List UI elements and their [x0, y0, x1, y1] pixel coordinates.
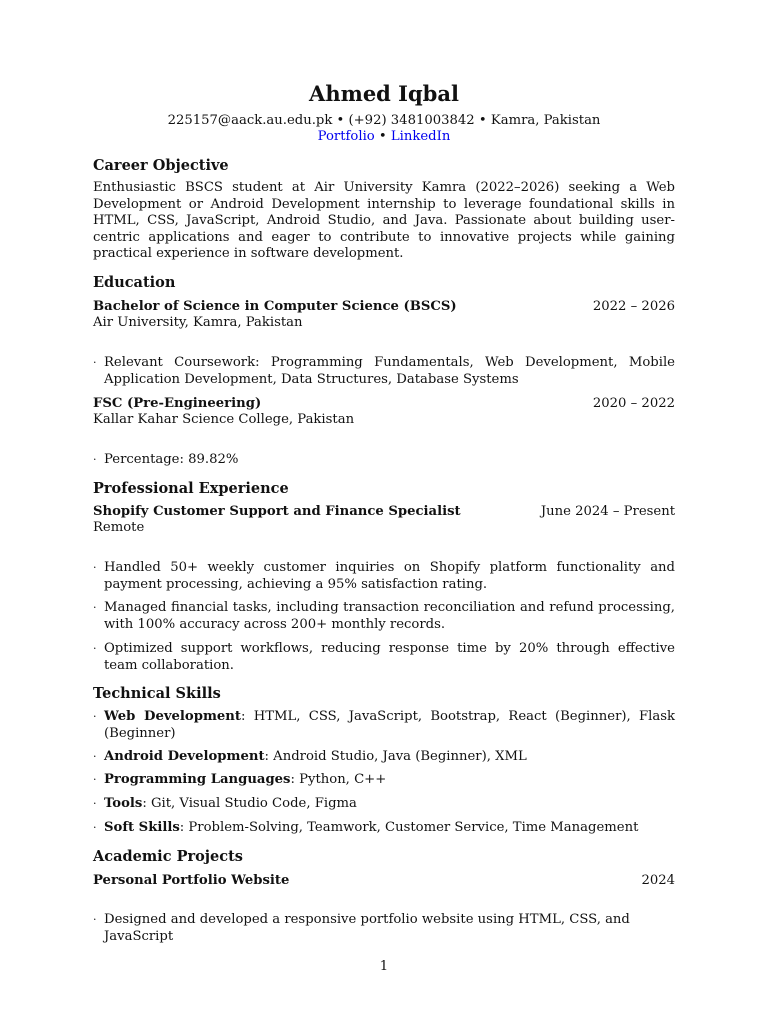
degree-dates: 2022 – 2026: [592, 299, 675, 314]
section-title-skills: Technical Skills: [93, 685, 221, 702]
skill-text: [104, 796, 675, 813]
list-item: [93, 560, 675, 593]
project-entry-header: [93, 872, 675, 889]
objective-text: Enthusiastic BSCS student at Air University Kamra (2022–2026) seeking a Web Development or Android Development internship to leverage foundational skills in HTML, CSS, JavaScript, Android Studio, and Java. Passionate about building user-centric applications and eager to contribute to innovative projects while gaining practical experience in software development.: [93, 180, 675, 262]
skill-text: [104, 820, 675, 837]
list-item: [93, 820, 675, 837]
project-title: Personal Portfolio Website: [93, 873, 290, 888]
skill-label: Tools: [104, 796, 143, 811]
skill-label: Programming Languages: [104, 772, 291, 787]
bullet-marker: ·: [93, 750, 97, 763]
skill-label: Android Development: [104, 749, 265, 764]
bullet-marker: ·: [93, 797, 97, 810]
skill-value: : Python, C++: [290, 772, 387, 787]
section-title-projects: Academic Projects: [93, 848, 243, 865]
list-item: [93, 641, 675, 674]
coursework-text: Relevant Coursework: Programming Fundamentals, Web Development, Mobile Application Development, Data Structures, Database Systems: [104, 355, 675, 387]
degree-dates: 2020 – 2022: [592, 396, 675, 411]
portfolio-link[interactable]: Portfolio: [317, 129, 375, 144]
skill-label: Web Development: [104, 709, 241, 724]
skill-value: : HTML, CSS, JavaScript, Bootstrap, React (Beginner), Flask (Beginner): [104, 709, 675, 741]
separator: •: [332, 113, 349, 128]
contact-line: [0, 112, 768, 129]
skill-text: [104, 772, 675, 789]
bullet-marker: ·: [93, 356, 97, 369]
education-entry-header: [93, 395, 675, 412]
role-location: Remote: [93, 520, 145, 535]
school-name: Kallar Kahar Science College, Pakistan: [93, 412, 355, 427]
separator: •: [474, 113, 491, 128]
list-item: [93, 912, 685, 945]
separator: •: [374, 129, 391, 144]
role-title: Shopify Customer Support and Finance Specialist: [93, 504, 461, 519]
skill-value: : Git, Visual Studio Code, Figma: [142, 796, 357, 811]
list-item: [93, 796, 675, 813]
role-dates: June 2024 – Present: [540, 504, 675, 519]
percentage-text: Percentage: 89.82%: [104, 452, 239, 467]
skill-text: [104, 709, 675, 742]
bullet-marker: ·: [93, 453, 97, 466]
section-title-experience: Professional Experience: [93, 480, 289, 497]
bullet-marker: ·: [93, 773, 97, 786]
list-item: [93, 772, 675, 789]
experience-bullet-text: Managed financial tasks, including transaction reconciliation and refund processing, with 100% accuracy across 200+ monthly records.: [104, 600, 675, 632]
experience-bullet-text: Optimized support workflows, reducing response time by 20% through effective team collaboration.: [104, 641, 675, 673]
section-title-objective: Career Objective: [93, 157, 229, 174]
linkedin-link[interactable]: LinkedIn: [390, 129, 451, 144]
experience-bullet-text: Handled 50+ weekly customer inquiries on Shopify platform functionality and payment processing, achieving a 95% satisfaction rating.: [104, 560, 675, 592]
resume-name: Ahmed Iqbal: [309, 81, 459, 106]
degree-title: FSC (Pre-Engineering): [93, 396, 262, 411]
degree-title: Bachelor of Science in Computer Science (BSCS): [93, 299, 457, 314]
bullet-marker: ·: [93, 710, 97, 723]
project-year: 2024: [641, 873, 675, 888]
section-title-education: Education: [93, 274, 176, 291]
bullet-marker: ·: [93, 913, 97, 926]
bullet-marker: ·: [93, 642, 97, 655]
list-item: [93, 600, 675, 633]
page-number: 1: [379, 959, 389, 974]
list-item: [93, 355, 675, 388]
education-entry-header: [93, 298, 675, 315]
skill-text: [104, 749, 675, 766]
bullet-marker: ·: [93, 821, 97, 834]
list-item: [93, 749, 675, 766]
list-item: [93, 452, 675, 469]
bullet-marker: ·: [93, 561, 97, 574]
experience-entry-header: [93, 503, 675, 520]
list-item: [93, 709, 675, 742]
skill-label: Soft Skills: [104, 820, 180, 835]
links-line: [0, 128, 768, 145]
project-bullet-text: Designed and developed a responsive portfolio website using HTML, CSS, and JavaScript: [104, 912, 630, 944]
school-name: Air University, Kamra, Pakistan: [93, 315, 303, 330]
location-text: Kamra, Pakistan: [490, 113, 601, 128]
skill-value: : Problem-Solving, Teamwork, Customer Service, Time Management: [179, 820, 639, 835]
phone-text: (+92) 3481003842: [348, 113, 475, 128]
bullet-marker: ·: [93, 601, 97, 614]
skill-value: : Android Studio, Java (Beginner), XML: [264, 749, 527, 764]
email-text: 225157@aack.au.edu.pk: [167, 113, 333, 128]
